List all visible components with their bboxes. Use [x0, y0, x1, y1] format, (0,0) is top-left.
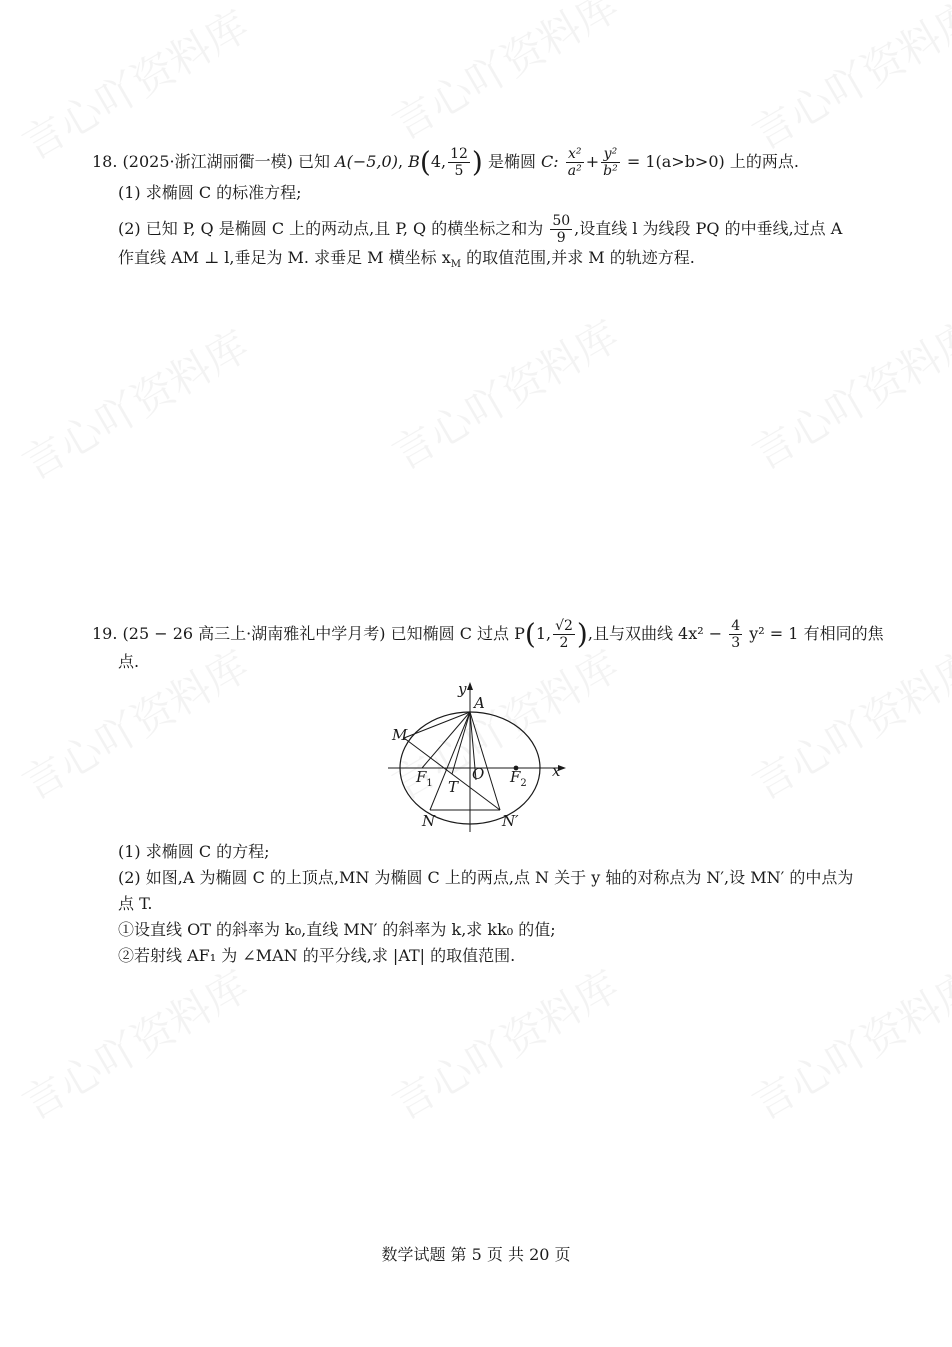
label-f1: $F_1$ — [416, 768, 433, 789]
q18-point-a: A(−5,0) — [335, 152, 398, 171]
q18-stem: 18. (2025·浙江湖丽衢一模) 已知 A(−5,0), B(4, $\frac{12}{5}$ ) 是椭圆 C: $\frac{\text{x²}}{\text{a²}}$ + $\frac{\text{y²}}{\text{b²}}$ = 1(a>b>0) 上的两点. — [92, 145, 799, 179]
q18-point-b-frac: $\frac{12}{5}$ — [450, 146, 468, 179]
watermark — [740, 0, 952, 162]
label-x: x — [552, 762, 561, 780]
q19-text: 已知椭圆 C 过点 P — [390, 624, 525, 643]
q19-point-p-x: 1, — [535, 624, 552, 643]
q18-part2-frac: $\frac{50}{9}$ — [552, 213, 571, 246]
label-n: N — [422, 812, 436, 830]
q19-source: (25 − 26 高三上·湖南雅礼中学月考) — [122, 624, 386, 643]
q18-text: 是椭圆 — [487, 152, 536, 171]
page-footer: 数学试题 第 5 页 共 20 页 — [381, 1245, 571, 1264]
watermark — [740, 304, 952, 482]
q18-point-b-x: 4, — [430, 152, 447, 171]
label-f2: $F_2$ — [510, 768, 527, 789]
q19-stem-cont: 点. — [118, 652, 140, 671]
q19-stem: 19. (25 − 26 高三上·湖南雅礼中学月考) 已知椭圆 C 过点 P(1, $\frac{√2}{2}$ ),且与双曲线 4x² − $\frac{4}{3}$ y² = 1 有相同的焦 — [92, 617, 884, 651]
label-y: y — [458, 680, 467, 698]
watermark — [380, 954, 628, 1132]
q18-source: (2025·浙江湖丽衢一模) — [122, 152, 293, 171]
q18-part2-sub: M — [450, 259, 462, 271]
label-o: O — [472, 765, 485, 783]
q19-sub1: ①设直线 OT 的斜率为 k₀,直线 MN′ 的斜率为 k,求 kk₀ 的值; — [118, 920, 556, 939]
q18-part1: (1) 求椭圆 C 的标准方程; — [118, 183, 302, 202]
q18-part2 — [118, 213, 842, 246]
q19-sub2: ②若射线 AF₁ 为 ∠MAN 的平分线,求 |AT| 的取值范围. — [118, 946, 516, 965]
y-axis-arrow — [467, 682, 473, 690]
q19-text: ,且与双曲线 4x² − — [587, 624, 723, 643]
q19-number: 19. — [92, 624, 118, 643]
ellipse-figure — [380, 680, 580, 835]
q18-part2-cont — [118, 248, 695, 275]
watermark — [10, 954, 258, 1132]
q18-frac-y: $\frac{\text{y²}}{\text{b²}}$ — [603, 146, 618, 179]
watermark — [740, 634, 952, 812]
q18-curve: C: — [541, 152, 559, 171]
line-af1 — [422, 712, 470, 768]
q18-frac-x: $\frac{\text{x²}}{\text{a²}}$ — [567, 146, 582, 179]
q19-part1: (1) 求椭圆 C 的方程; — [118, 842, 270, 861]
label-a: A — [474, 694, 485, 712]
q18-point-b: B — [408, 152, 420, 171]
line-at — [452, 712, 470, 774]
watermark — [10, 314, 258, 492]
q19-part2: (2) 如图,A 为椭圆 C 的上顶点,MN 为椭圆 C 上的两点,点 N 关于 y 轴的对称点为 N′,设 MN′ 的中点为 — [118, 868, 854, 887]
q18-part2-text: ,设直线 l 为线段 PQ 的中垂线,过点 A — [574, 219, 843, 238]
q19-part2-cont: 点 T. — [118, 894, 153, 913]
label-m: M — [392, 726, 408, 744]
q18-text: 已知 — [297, 152, 330, 171]
label-t: T — [448, 778, 459, 796]
q18-eq-tail: = 1(a>b>0) 上的两点. — [626, 152, 799, 171]
q18-part2-text: 的取值范围,并求 M 的轨迹方程. — [461, 248, 695, 267]
q18-number: 18. — [92, 152, 118, 171]
q19-point-p-frac: $\frac{√2}{2}$ — [555, 618, 573, 651]
watermark — [740, 954, 952, 1132]
q18-part2-text: 作直线 AM ⊥ l,垂足为 M. 求垂足 M 横坐标 x — [118, 248, 451, 267]
q19-hyper-frac: $\frac{4}{3}$ — [731, 618, 741, 651]
watermark — [380, 0, 628, 152]
line-am — [404, 712, 470, 738]
q19-text: y² = 1 有相同的焦 — [749, 624, 884, 643]
q18-part2-text: (2) 已知 P, Q 是椭圆 C 上的两动点,且 P, Q 的横坐标之和为 — [118, 219, 544, 238]
watermark — [380, 304, 628, 482]
label-nprime: N′ — [502, 812, 519, 830]
